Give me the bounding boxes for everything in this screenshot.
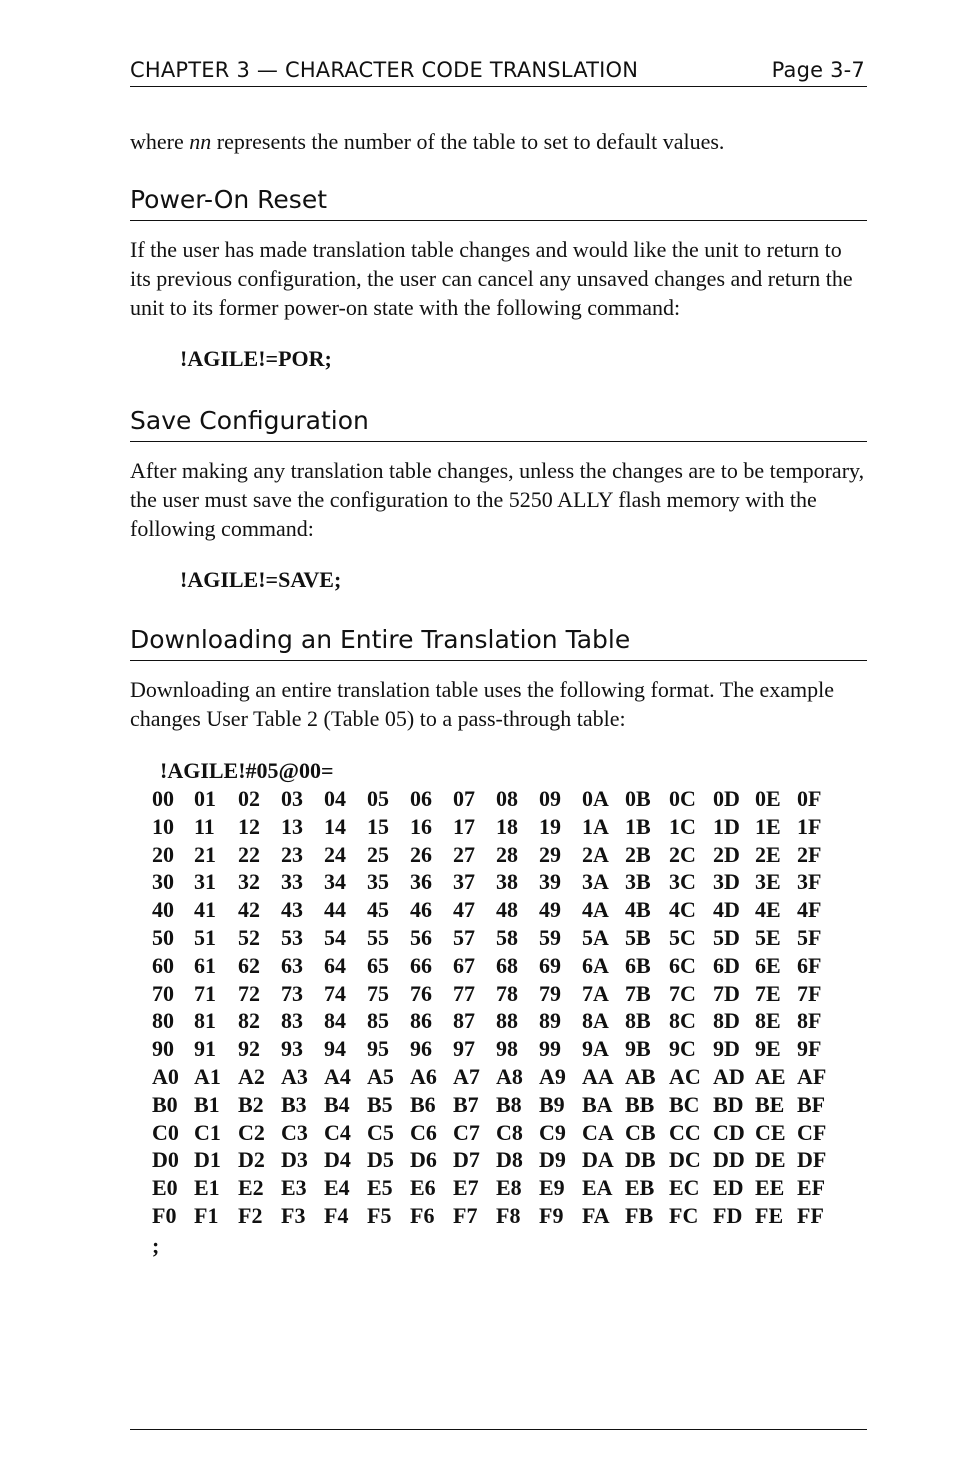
hex-cell: DD xyxy=(713,1147,745,1173)
hex-cell: E2 xyxy=(238,1175,264,1201)
hex-cell: 3B xyxy=(625,869,651,895)
hex-cell: 64 xyxy=(324,952,346,978)
hex-cell: 3F xyxy=(797,869,822,895)
intro-text-before: where xyxy=(130,129,190,154)
hex-cell: 23 xyxy=(281,841,303,867)
hex-cell: 19 xyxy=(539,813,561,839)
hex-cell: 8C xyxy=(669,1008,696,1034)
table-row xyxy=(152,1091,867,1119)
hex-cell: 83 xyxy=(281,1008,303,1034)
hex-cell: 0A xyxy=(582,786,609,811)
hex-cell: AE xyxy=(755,1063,786,1089)
chapter-title: CHAPTER 3 — CHARACTER CODE TRANSLATION xyxy=(130,58,639,82)
table-row xyxy=(152,868,867,896)
hex-cell: 1B xyxy=(625,813,651,839)
hex-cell: 35 xyxy=(367,869,389,895)
hex-cell: 2B xyxy=(625,841,651,867)
hex-cell: 28 xyxy=(496,841,518,867)
hex-cell: 72 xyxy=(238,980,260,1006)
hex-cell: 8D xyxy=(713,1008,740,1034)
hex-cell: 05 xyxy=(367,786,389,811)
hex-cell: 17 xyxy=(453,813,475,839)
hex-cell: A3 xyxy=(281,1063,308,1089)
hex-cell: BE xyxy=(755,1091,785,1117)
hex-cell: 79 xyxy=(539,980,561,1006)
hex-cell: AC xyxy=(669,1063,701,1089)
hex-cell: 22 xyxy=(238,841,260,867)
hex-cell: 26 xyxy=(410,841,432,867)
hex-cell: 9A xyxy=(582,1036,609,1062)
hex-cell: 65 xyxy=(367,952,389,978)
hex-cell: 38 xyxy=(496,869,518,895)
hex-cell: 71 xyxy=(194,980,216,1006)
hex-cell: FA xyxy=(582,1202,610,1228)
hex-cell: BA xyxy=(582,1091,613,1117)
hex-cell: 2A xyxy=(582,841,609,867)
translation-table-example xyxy=(152,757,867,1260)
hex-cell: CB xyxy=(625,1119,656,1145)
hex-cell: FC xyxy=(669,1202,699,1228)
hex-cell: FE xyxy=(755,1202,784,1228)
hex-cell: 09 xyxy=(539,786,561,811)
power-on-reset-command: !AGILE!=POR; xyxy=(180,346,332,371)
hex-cell: 1D xyxy=(713,813,740,839)
hex-cell: 14 xyxy=(324,813,346,839)
hex-cell: 84 xyxy=(324,1008,346,1034)
hex-cell: 4A xyxy=(582,897,609,923)
hex-cell: 74 xyxy=(324,980,346,1006)
save-configuration-command: !AGILE!=SAVE; xyxy=(180,567,342,592)
hex-cell: 58 xyxy=(496,924,518,950)
hex-cell: B0 xyxy=(152,1091,178,1117)
hex-cell: 12 xyxy=(238,813,260,839)
hex-cell: A2 xyxy=(238,1063,265,1089)
hex-cell: BF xyxy=(797,1091,826,1117)
hex-cell: D0 xyxy=(152,1147,179,1173)
hex-cell: 93 xyxy=(281,1036,303,1062)
hex-cell: 9D xyxy=(713,1036,740,1062)
hex-cell: F7 xyxy=(453,1202,478,1228)
hex-cell: 87 xyxy=(453,1008,475,1034)
hex-cell: A8 xyxy=(496,1063,523,1089)
hex-cell: 52 xyxy=(238,924,260,950)
hex-cell: D9 xyxy=(539,1147,566,1173)
intro-text-after: represents the number of the table to set to default values. xyxy=(211,129,725,154)
hex-cell: E9 xyxy=(539,1175,565,1201)
hex-cell: 99 xyxy=(539,1036,561,1062)
hex-cell: DF xyxy=(797,1147,827,1173)
hex-cell: 1F xyxy=(797,813,822,839)
hex-cell: 78 xyxy=(496,980,518,1006)
hex-cell: D6 xyxy=(410,1147,437,1173)
hex-cell: 5C xyxy=(669,924,696,950)
hex-cell: 9B xyxy=(625,1036,651,1062)
hex-cell: F0 xyxy=(152,1202,177,1228)
table-row xyxy=(152,952,867,980)
hex-cell: 03 xyxy=(281,786,303,811)
hex-cell: F8 xyxy=(496,1202,521,1228)
hex-cell: 5F xyxy=(797,924,822,950)
hex-cell: 7F xyxy=(797,980,822,1006)
hex-cell: 25 xyxy=(367,841,389,867)
hex-cell: 62 xyxy=(238,952,260,978)
hex-cell: EE xyxy=(755,1175,785,1201)
hex-cell: 6B xyxy=(625,952,651,978)
hex-cell: 39 xyxy=(539,869,561,895)
hex-cell: C6 xyxy=(410,1119,437,1145)
hex-cell: 29 xyxy=(539,841,561,867)
save-configuration-paragraph: After making any translation table changes, unless the changes are to be temporary, the user must save the configuration to the 5250 ALLY flash memory with the following command: xyxy=(130,458,865,541)
hex-cell: 92 xyxy=(238,1036,260,1062)
hex-cell: EB xyxy=(625,1175,655,1201)
hex-cell: E7 xyxy=(453,1175,479,1201)
hex-cell: 6E xyxy=(755,952,781,978)
hex-cell: 8E xyxy=(755,1008,781,1034)
hex-cell: 31 xyxy=(194,869,216,895)
hex-cell: E1 xyxy=(194,1175,220,1201)
hex-cell: 77 xyxy=(453,980,475,1006)
hex-cell: 21 xyxy=(194,841,216,867)
hex-cell: 85 xyxy=(367,1008,389,1034)
hex-cell: 5B xyxy=(625,924,651,950)
hex-cell: 13 xyxy=(281,813,303,839)
hex-cell: 60 xyxy=(152,952,174,978)
hex-cell: 97 xyxy=(453,1036,475,1062)
document-page xyxy=(130,56,867,1260)
hex-cell: 7A xyxy=(582,980,609,1006)
hex-cell: 49 xyxy=(539,897,561,923)
hex-cell: 81 xyxy=(194,1008,216,1034)
hex-cell: F9 xyxy=(539,1202,564,1228)
hex-cell: 5A xyxy=(582,924,609,950)
hex-cell: FB xyxy=(625,1202,654,1228)
hex-cell: B9 xyxy=(539,1091,565,1117)
table-row xyxy=(152,1035,867,1063)
hex-cell: D3 xyxy=(281,1147,308,1173)
hex-cell: CC xyxy=(669,1119,701,1145)
hex-cell: 96 xyxy=(410,1036,432,1062)
page-number: Page 3-7 xyxy=(771,58,865,82)
hex-cell: D7 xyxy=(453,1147,480,1173)
hex-cell: 5E xyxy=(755,924,781,950)
hex-cell: FF xyxy=(797,1202,824,1228)
hex-cell: 55 xyxy=(367,924,389,950)
table-row xyxy=(152,841,867,869)
hex-cell: C5 xyxy=(367,1119,394,1145)
hex-cell: 70 xyxy=(152,980,174,1006)
hex-cell: 02 xyxy=(238,786,260,811)
hex-cell: 88 xyxy=(496,1008,518,1034)
hex-cell: 01 xyxy=(194,786,216,811)
hex-cell: E3 xyxy=(281,1175,307,1201)
hex-cell: 2F xyxy=(797,841,822,867)
hex-cell: 11 xyxy=(194,813,215,839)
table-row xyxy=(152,1063,867,1091)
hex-cell: AD xyxy=(713,1063,745,1089)
hex-cell: B6 xyxy=(410,1091,436,1117)
hex-cell: BC xyxy=(669,1091,700,1117)
hex-cell: 32 xyxy=(238,869,260,895)
hex-cell: 3E xyxy=(755,869,781,895)
hex-cell: F1 xyxy=(194,1202,219,1228)
table-row xyxy=(152,1202,867,1230)
hex-cell: 4F xyxy=(797,897,822,923)
hex-cell: 42 xyxy=(238,897,260,923)
hex-cell: 20 xyxy=(152,841,174,867)
hex-cell: 00 xyxy=(152,786,174,811)
hex-cell: 3C xyxy=(669,869,696,895)
hex-cell: B3 xyxy=(281,1091,307,1117)
hex-cell: 30 xyxy=(152,869,174,895)
hex-cell: 0C xyxy=(669,786,696,811)
table-row xyxy=(152,1119,867,1147)
hex-cell: 3D xyxy=(713,869,740,895)
table-command: !AGILE!#05@00= xyxy=(160,758,334,783)
hex-cell: EA xyxy=(582,1175,613,1201)
hex-cell: 6C xyxy=(669,952,696,978)
hex-cell: C2 xyxy=(238,1119,265,1145)
hex-cell: 33 xyxy=(281,869,303,895)
hex-cell: DE xyxy=(755,1147,786,1173)
hex-cell: C4 xyxy=(324,1119,351,1145)
hex-cell: 24 xyxy=(324,841,346,867)
hex-cell: B2 xyxy=(238,1091,264,1117)
section-heading-power-on-reset: Power-On Reset xyxy=(130,184,867,221)
hex-cell: 4E xyxy=(755,897,781,923)
hex-cell: C3 xyxy=(281,1119,308,1145)
hex-cell: F5 xyxy=(367,1202,392,1228)
table-row xyxy=(152,1174,867,1202)
hex-cell: E6 xyxy=(410,1175,436,1201)
hex-cell: C0 xyxy=(152,1119,179,1145)
hex-cell: 9C xyxy=(669,1036,696,1062)
hex-cell: EF xyxy=(797,1175,826,1201)
hex-cell: B8 xyxy=(496,1091,522,1117)
table-terminator: ; xyxy=(152,1232,160,1258)
hex-cell: E8 xyxy=(496,1175,522,1201)
hex-cell: B4 xyxy=(324,1091,350,1117)
hex-cell: 0F xyxy=(797,786,822,811)
hex-cell: 54 xyxy=(324,924,346,950)
hex-cell: 06 xyxy=(410,786,432,811)
hex-cell: C9 xyxy=(539,1119,566,1145)
hex-cell: 68 xyxy=(496,952,518,978)
table-row xyxy=(152,813,867,841)
hex-cell: F6 xyxy=(410,1202,435,1228)
table-row xyxy=(152,785,867,813)
hex-cell: 5D xyxy=(713,924,740,950)
hex-cell: 18 xyxy=(496,813,518,839)
hex-cell: C1 xyxy=(194,1119,221,1145)
hex-cell: 0E xyxy=(755,786,781,811)
hex-cell: 36 xyxy=(410,869,432,895)
table-row xyxy=(152,896,867,924)
hex-cell: F4 xyxy=(324,1202,349,1228)
intro-paragraph xyxy=(130,127,867,156)
hex-cell: 4C xyxy=(669,897,696,923)
hex-cell: EC xyxy=(669,1175,700,1201)
hex-cell: 59 xyxy=(539,924,561,950)
hex-cell: 6D xyxy=(713,952,740,978)
hex-cell: 04 xyxy=(324,786,346,811)
hex-cell: B5 xyxy=(367,1091,393,1117)
hex-cell: C8 xyxy=(496,1119,523,1145)
hex-cell: 73 xyxy=(281,980,303,1006)
hex-cell: 2D xyxy=(713,841,740,867)
hex-cell: 15 xyxy=(367,813,389,839)
hex-cell: DA xyxy=(582,1147,614,1173)
hex-cell: 7E xyxy=(755,980,781,1006)
hex-cell: 2E xyxy=(755,841,781,867)
hex-cell: 7D xyxy=(713,980,740,1006)
hex-cell: 1A xyxy=(582,813,609,839)
hex-cell: 51 xyxy=(194,924,216,950)
hex-cell: 34 xyxy=(324,869,346,895)
footer-rule xyxy=(130,1429,867,1430)
hex-cell: 66 xyxy=(410,952,432,978)
section-heading-save-configuration: Save Configuration xyxy=(130,405,867,442)
hex-cell: 7C xyxy=(669,980,696,1006)
hex-cell: 27 xyxy=(453,841,475,867)
hex-cell: 16 xyxy=(410,813,432,839)
hex-cell: BD xyxy=(713,1091,744,1117)
hex-cell: 89 xyxy=(539,1008,561,1034)
hex-cell: 0D xyxy=(713,786,740,811)
hex-cell: AA xyxy=(582,1063,614,1089)
hex-cell: 40 xyxy=(152,897,174,923)
hex-cell: 10 xyxy=(152,813,174,839)
hex-cell: 08 xyxy=(496,786,518,811)
hex-cell: 61 xyxy=(194,952,216,978)
hex-cell: 0B xyxy=(625,786,651,811)
hex-cell: 41 xyxy=(194,897,216,923)
hex-cell: AF xyxy=(797,1063,827,1089)
hex-cell: 94 xyxy=(324,1036,346,1062)
hex-cell: 76 xyxy=(410,980,432,1006)
hex-cell: BB xyxy=(625,1091,655,1117)
hex-table xyxy=(152,785,867,1230)
hex-cell: AB xyxy=(625,1063,656,1089)
hex-cell: 75 xyxy=(367,980,389,1006)
hex-cell: E4 xyxy=(324,1175,350,1201)
hex-cell: 91 xyxy=(194,1036,216,1062)
hex-cell: 45 xyxy=(367,897,389,923)
hex-cell: 95 xyxy=(367,1036,389,1062)
hex-cell: A4 xyxy=(324,1063,351,1089)
running-header xyxy=(130,56,867,87)
hex-cell: 7B xyxy=(625,980,651,1006)
hex-cell: 57 xyxy=(453,924,475,950)
hex-cell: A1 xyxy=(194,1063,221,1089)
hex-cell: 82 xyxy=(238,1008,260,1034)
hex-cell: 90 xyxy=(152,1036,174,1062)
hex-cell: 9E xyxy=(755,1036,781,1062)
hex-cell: A6 xyxy=(410,1063,437,1089)
table-row xyxy=(152,924,867,952)
hex-cell: 80 xyxy=(152,1008,174,1034)
hex-cell: A5 xyxy=(367,1063,394,1089)
hex-cell: B7 xyxy=(453,1091,479,1117)
hex-cell: 67 xyxy=(453,952,475,978)
hex-cell: F3 xyxy=(281,1202,306,1228)
hex-cell: D2 xyxy=(238,1147,265,1173)
section-heading-download-table: Downloading an Entire Translation Table xyxy=(130,624,867,661)
hex-cell: E5 xyxy=(367,1175,393,1201)
hex-cell: 8F xyxy=(797,1008,822,1034)
hex-cell: 8A xyxy=(582,1008,609,1034)
hex-cell: 69 xyxy=(539,952,561,978)
hex-cell: 8B xyxy=(625,1008,651,1034)
hex-cell: DB xyxy=(625,1147,656,1173)
hex-cell: 3A xyxy=(582,869,609,895)
hex-cell: 07 xyxy=(453,786,475,811)
hex-cell: E0 xyxy=(152,1175,178,1201)
hex-cell: A0 xyxy=(152,1063,179,1089)
hex-cell: C7 xyxy=(453,1119,480,1145)
hex-cell: 1E xyxy=(755,813,781,839)
hex-cell: CD xyxy=(713,1119,745,1145)
power-on-reset-paragraph: If the user has made translation table changes and would like the unit to return to its previous configuration, the user can cancel any unsaved changes and return the unit to its former power-on state with the following command: xyxy=(130,237,853,320)
hex-cell: 9F xyxy=(797,1036,822,1062)
hex-cell: FD xyxy=(713,1202,743,1228)
hex-cell: 63 xyxy=(281,952,303,978)
hex-cell: A7 xyxy=(453,1063,480,1089)
hex-cell: CA xyxy=(582,1119,614,1145)
table-row xyxy=(152,1146,867,1174)
hex-cell: 48 xyxy=(496,897,518,923)
hex-cell: CE xyxy=(755,1119,786,1145)
hex-cell: D8 xyxy=(496,1147,523,1173)
intro-emphasis: nn xyxy=(189,129,212,154)
hex-cell: 46 xyxy=(410,897,432,923)
hex-cell: 6F xyxy=(797,952,822,978)
hex-cell: 37 xyxy=(453,869,475,895)
hex-cell: 4B xyxy=(625,897,651,923)
hex-cell: 56 xyxy=(410,924,432,950)
hex-cell: 6A xyxy=(582,952,609,978)
hex-cell: 4D xyxy=(713,897,740,923)
hex-cell: A9 xyxy=(539,1063,566,1089)
hex-cell: 1C xyxy=(669,813,696,839)
hex-cell: 47 xyxy=(453,897,475,923)
hex-cell: 50 xyxy=(152,924,174,950)
hex-cell: 98 xyxy=(496,1036,518,1062)
hex-cell: 43 xyxy=(281,897,303,923)
hex-cell: 2C xyxy=(669,841,696,867)
hex-cell: D5 xyxy=(367,1147,394,1173)
hex-cell: ED xyxy=(713,1175,744,1201)
table-row xyxy=(152,980,867,1008)
hex-cell: 44 xyxy=(324,897,346,923)
hex-cell: F2 xyxy=(238,1202,263,1228)
hex-cell: D4 xyxy=(324,1147,351,1173)
table-row xyxy=(152,1007,867,1035)
hex-cell: B1 xyxy=(194,1091,220,1117)
hex-cell: 53 xyxy=(281,924,303,950)
hex-cell: 86 xyxy=(410,1008,432,1034)
download-table-paragraph: Downloading an entire translation table uses the following format. The example changes User Table 2 (Table 05) to a pass-through table: xyxy=(130,677,835,731)
hex-cell: D1 xyxy=(194,1147,221,1173)
hex-cell: CF xyxy=(797,1119,827,1145)
hex-cell: DC xyxy=(669,1147,701,1173)
